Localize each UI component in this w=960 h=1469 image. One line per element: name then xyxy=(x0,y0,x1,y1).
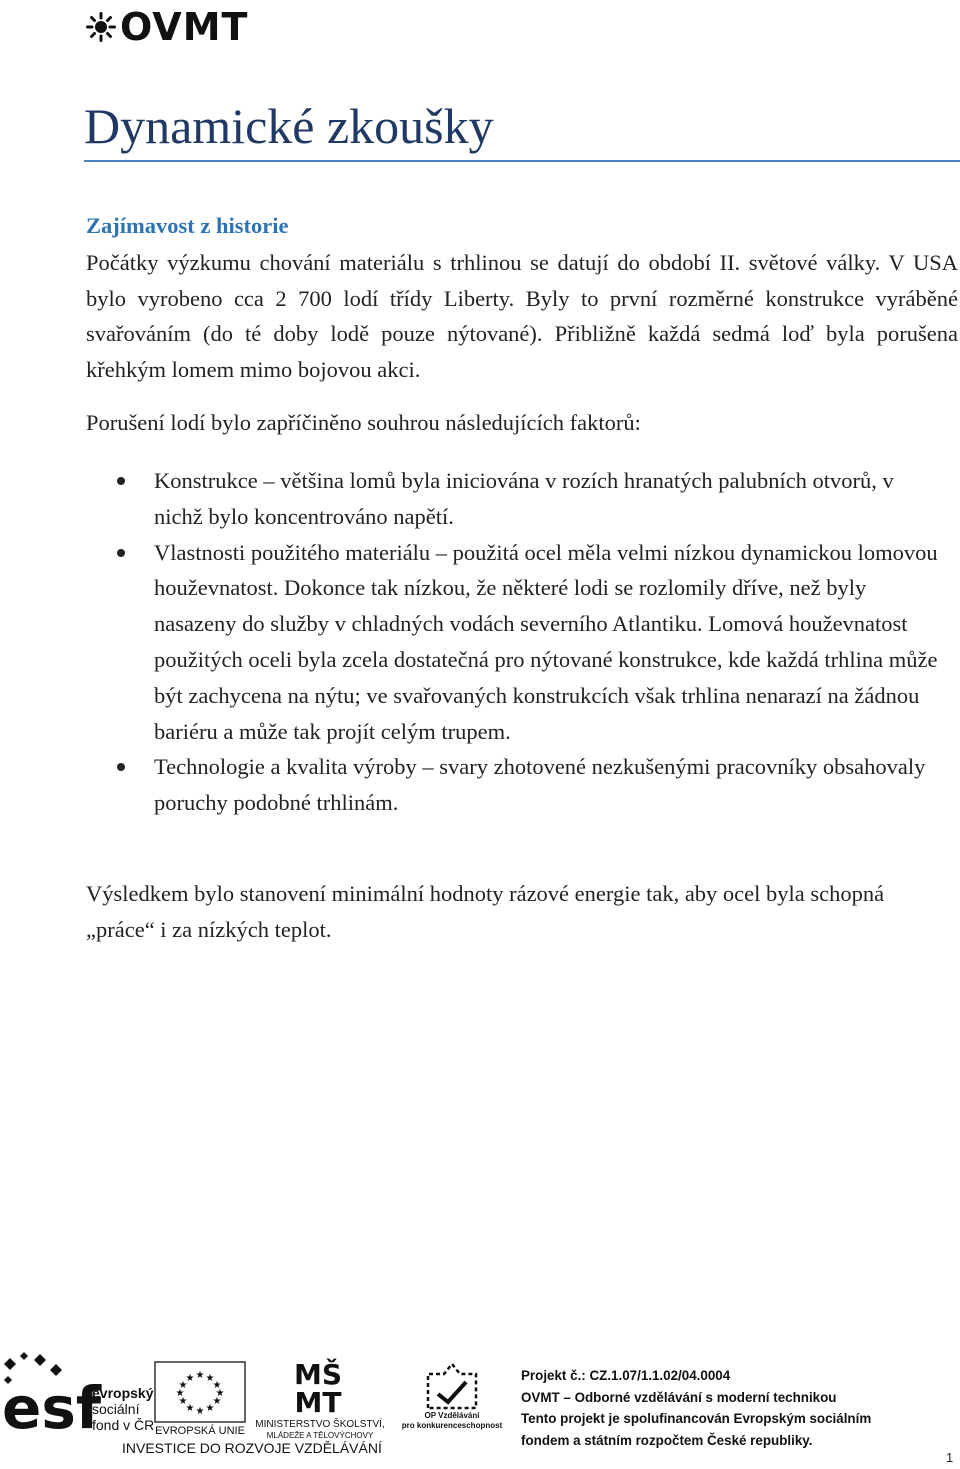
list-item-text: Technologie a kvalita výroby – svary zhotovené nezkušenými pracovníky obsahovaly poruchy podobné trhlinám. xyxy=(154,754,926,816)
footer-logos xyxy=(0,1350,510,1460)
svg-text:MŠ: MŠ xyxy=(293,1358,343,1391)
esf-text-1: evropský xyxy=(92,1385,154,1401)
bullet-icon xyxy=(117,549,125,557)
eu-label: EVROPSKÁ UNIE xyxy=(155,1425,245,1437)
list-item xyxy=(0,749,960,821)
bullet-icon xyxy=(117,763,125,771)
factors-list xyxy=(0,463,960,821)
investice-label: INVESTICE DO ROZVOJE VZDĚLÁVÁNÍ xyxy=(122,1440,382,1456)
svg-text:★: ★ xyxy=(175,1388,185,1399)
title-divider xyxy=(84,160,960,162)
history-heading: Zajímavost z historie xyxy=(86,213,289,238)
msmt-line-2: MLÁDEŽE A TĚLOVÝCHOVY xyxy=(266,1431,374,1440)
eu-flag-logo xyxy=(155,1362,245,1437)
project-number: Projekt č.: CZ.1.07/1.1.02/04.0004 xyxy=(521,1368,731,1383)
svg-text:★: ★ xyxy=(195,1406,205,1417)
svg-text:★: ★ xyxy=(212,1380,222,1391)
project-info xyxy=(521,1365,871,1451)
op-line-2: pro konkurenceschopnost xyxy=(401,1421,503,1430)
list-item-text: Konstrukce – většina lomů byla iniciována v rozích hranatých palubních otvorů, v nichž bylo koncentrováno napětí. xyxy=(154,468,894,529)
svg-text:★: ★ xyxy=(205,1403,215,1414)
list-item xyxy=(0,463,960,535)
funding-line-1: Tento projekt je spolufinancován Evropským sociálním xyxy=(521,1411,872,1426)
page-number: 1 xyxy=(946,1450,954,1465)
list-item-text: Vlastnosti použitého materiálu – použitá ocel měla velmi nízkou dynamickou lomovou houževnatost. Dokonce tak nízkou, že některé lodi se rozlomily dříve, než byly nasazeny do služby v chladných vodách severního Atlantiku. Lomová houževnatost použitých oceli byla zcela dostatečná pro nýtované konstrukce, kde každá trhlina může být zachycena na nýtu; ve svařovaných konstrukcích však trhlina nenarazí na žádnou bariéru a může tak projít celým trupem. xyxy=(154,539,938,744)
msmt-logo xyxy=(255,1357,384,1440)
intro-paragraph: Počátky výzkumu chování materiálu s trhlinou se datují do období II. světové války. V USA bylo vyrobeno cca 2 700 lodí třídy Liberty. Byly to první rozměrné konstrukce vyráběné svařováním (do té doby lodě pouze nýtované). Přibližně každá sedmá loď byla porušena křehkým lomem mimo bojovou akci. xyxy=(86,250,958,382)
op-line-1: OP Vzdělávání xyxy=(424,1411,480,1420)
factors-lead: Porušení lodí bylo zapříčiněno souhrou následujících faktorů: xyxy=(86,410,641,435)
esf-logo xyxy=(2,1352,154,1442)
list-item xyxy=(0,535,960,750)
esf-text-3: fond v ČR xyxy=(92,1417,155,1433)
msmt-line-1: MINISTERSTVO ŠKOLSTVÍ, xyxy=(255,1419,385,1430)
svg-text:MT: MT xyxy=(294,1386,342,1419)
bullet-icon xyxy=(117,477,125,485)
esf-text-2: sociální xyxy=(92,1401,140,1417)
svg-text:★: ★ xyxy=(212,1396,222,1407)
svg-text:★: ★ xyxy=(185,1373,195,1384)
project-name: OVMT – Odborné vzdělávání s moderní technikou xyxy=(521,1389,837,1405)
svg-text:★: ★ xyxy=(178,1396,188,1407)
ovmt-logo xyxy=(86,6,248,48)
esf-letters: esf xyxy=(2,1374,102,1442)
logo-text: OVMT xyxy=(120,5,249,49)
funding-line-2: fondem a státním rozpočtem České republiky. xyxy=(521,1432,813,1448)
svg-text:★: ★ xyxy=(195,1370,205,1381)
op-logo xyxy=(402,1364,503,1430)
svg-text:★: ★ xyxy=(205,1373,215,1384)
svg-text:★: ★ xyxy=(185,1403,195,1414)
result-paragraph: Výsledkem bylo stanovení minimální hodnoty rázové energie tak, aby ocel byla schopná „práce“ i za nízkých teplot. xyxy=(86,881,885,942)
sun-logo-icon xyxy=(86,12,116,42)
page-title: Dynamické zkoušky xyxy=(84,98,494,154)
svg-text:★: ★ xyxy=(178,1380,188,1391)
svg-text:★: ★ xyxy=(215,1388,225,1399)
